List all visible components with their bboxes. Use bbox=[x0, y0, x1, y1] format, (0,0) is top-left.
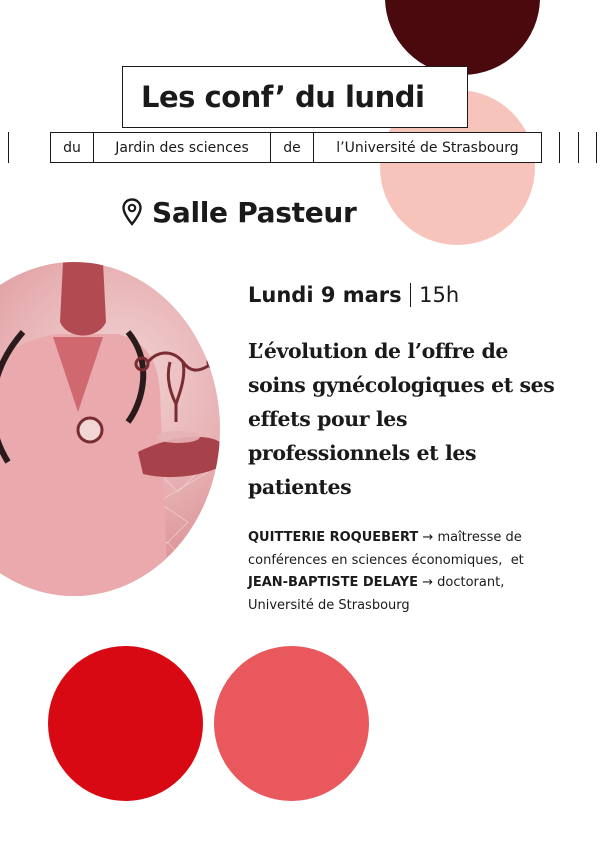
speaker-name: QUITTERIE ROQUEBERT bbox=[248, 530, 419, 545]
decor-circle-dark bbox=[385, 0, 540, 75]
row-divider bbox=[559, 132, 560, 163]
row-divider bbox=[596, 132, 597, 163]
speaker-role: conférences en sciences économiques, bbox=[248, 552, 503, 568]
speaker-role: doctorant, bbox=[437, 575, 505, 590]
event-date bbox=[248, 283, 459, 307]
organizer-text: du bbox=[63, 139, 81, 156]
doctor-photo bbox=[0, 262, 220, 596]
speaker-connector: et bbox=[510, 552, 524, 568]
event-day: Lundi 9 mars bbox=[248, 283, 402, 307]
arrow-icon: → bbox=[422, 575, 434, 590]
talk-title-line: patientes bbox=[248, 475, 352, 499]
organizer-universite bbox=[313, 132, 542, 163]
speaker-role: maîtresse de bbox=[437, 530, 522, 545]
location-pin-icon bbox=[122, 198, 142, 226]
speaker-line bbox=[248, 595, 578, 618]
doctor-illustration bbox=[0, 262, 220, 596]
speaker-line bbox=[248, 550, 578, 573]
speaker-name: JEAN-BAPTISTE DELAYE bbox=[248, 575, 418, 590]
organizer-text: Jardin des sciences bbox=[115, 139, 249, 156]
organizer-word-du bbox=[50, 132, 94, 163]
talk-title-line: effets pour les bbox=[248, 407, 408, 431]
decor-circle-coral bbox=[214, 646, 369, 801]
talk-title-line: L’évolution de l’offre de bbox=[248, 339, 509, 363]
speaker-line bbox=[248, 572, 578, 595]
speaker-affiliation: Université de Strasbourg bbox=[248, 597, 410, 613]
venue bbox=[122, 192, 357, 232]
organizer-text: l’Université de Strasbourg bbox=[336, 139, 519, 156]
series-title-text: Les conf’ du lundi bbox=[141, 80, 425, 114]
venue-name: Salle Pasteur bbox=[152, 195, 357, 229]
row-divider bbox=[578, 132, 579, 163]
row-divider bbox=[8, 132, 9, 163]
organizer-text: de bbox=[283, 139, 301, 156]
talk-title-line: soins gynécologiques et ses bbox=[248, 373, 555, 397]
speakers bbox=[248, 527, 578, 617]
series-title bbox=[122, 66, 468, 128]
arrow-icon: → bbox=[422, 530, 434, 545]
organizer-row bbox=[0, 132, 600, 163]
event-time: 15h bbox=[419, 283, 460, 307]
date-divider bbox=[410, 283, 412, 307]
speaker-line bbox=[248, 527, 578, 550]
decor-circle-red bbox=[48, 646, 203, 801]
talk-title bbox=[248, 334, 568, 504]
talk-title-line: professionnels et les bbox=[248, 441, 477, 465]
organizer-word-de bbox=[270, 132, 314, 163]
organizer-jardin bbox=[93, 132, 271, 163]
